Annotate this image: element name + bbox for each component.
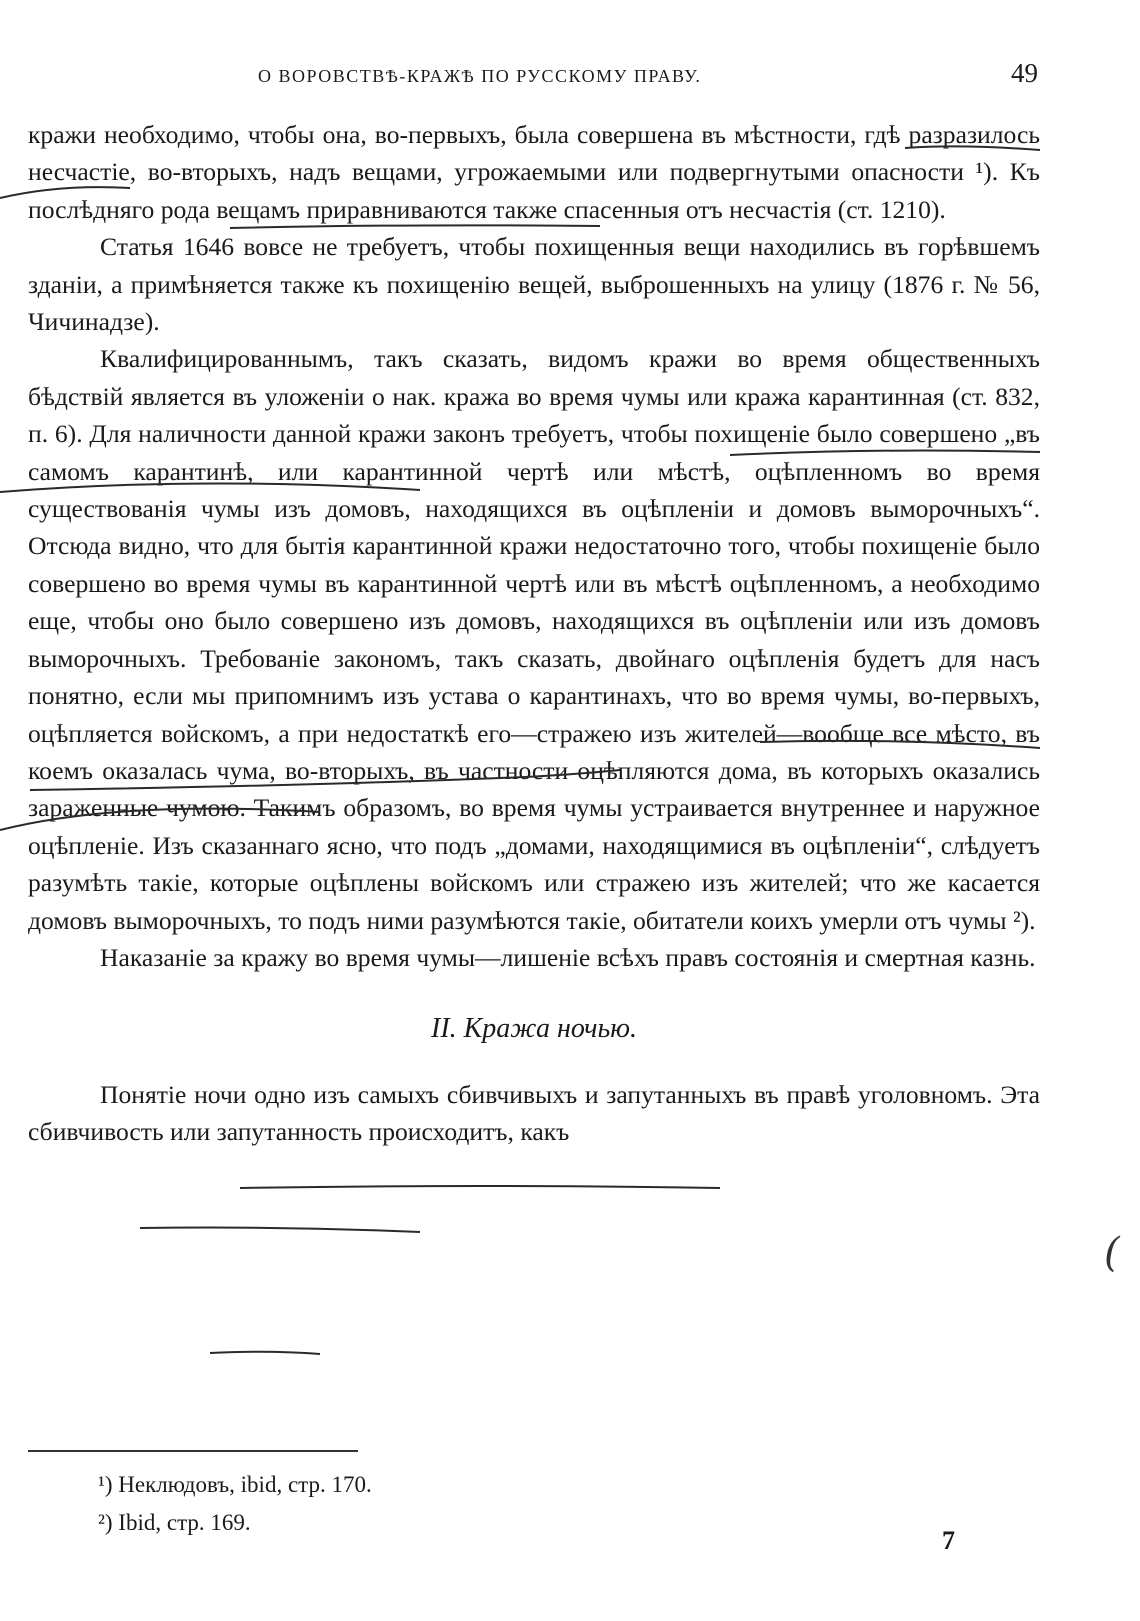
section-paragraph: Понятіе ночи одно изъ самыхъ сбивчивыхъ и запутанныхъ въ правѣ уголовномъ. Эта сбивчивость или запутанность происходитъ, какъ <box>28 1079 1040 1147</box>
pencil-stroke <box>210 1352 320 1354</box>
page-number: 49 <box>1011 58 1038 88</box>
footnote-1: ¹) Неклюдовъ, ibid, стр. 170. <box>98 1472 372 1497</box>
body-text <box>28 116 1040 1151</box>
page-header <box>28 58 1038 89</box>
section-title: II. Кража ночью. <box>431 1013 637 1045</box>
paragraph-3: Квалифицированнымъ, такъ сказать, видомъ кражи во время общественныхъ бѣдствій является въ уложеніи о нак. кража во время чумы или кража карантинная (ст. 832, п. 6). Для наличности данной кражи законъ требуетъ, чтобы похищеніе было совершено „въ самомъ карантинѣ, или карантинной чертѣ или мѣстѣ, оцѣпленномъ во время существованія чумы изъ домовъ, находящихся въ оцѣпленіи и домовъ выморочныхъ“. Отсюда видно, что для бытія карантинной кражи недостаточно того, чтобы похищеніе было совершено во время чумы въ карантинной чертѣ или въ мѣстѣ оцѣпленномъ, а необходимо еще, чтобы оно было совершено изъ домовъ, находящихся въ оцѣпленіи или изъ домовъ выморочныхъ. Требованіе закономъ, такъ сказать, двойнаго оцѣпленія будетъ для насъ понятно, если мы припомнимъ изъ устава о карантинахъ, что во время чумы, во-первыхъ, оцѣпляется войскомъ, а при недостаткѣ его—стражею изъ жителей—вообще все мѣсто, въ коемъ оказалась чума, во-вторыхъ, въ частности оцѣпляются дома, въ которыхъ оказались зараженные чумою. Такимъ образомъ, во время чумы устраивается внутреннее и наружное оцѣпленіе. Изъ сказаннаго ясно, что подъ „домами, находящимися въ оцѣпленіи“, слѣдуетъ разумѣть такіе, которые оцѣплены войскомъ или стражею изъ жителей; что же касается домовъ выморочныхъ, то подъ ними разумѣются такіе, обитатели коихъ умерли отъ чумы ²). <box>28 344 1040 935</box>
paragraph-4: Наказаніе за кражу во время чумы—лишеніе всѣхъ правъ состоянія и смертная казнь. <box>100 942 1036 972</box>
footnote-rule <box>28 1450 358 1452</box>
pencil-stroke <box>140 1228 420 1233</box>
footnote-2: ²) Ibid, стр. 169. <box>98 1510 251 1535</box>
signature-mark: 7 <box>942 1526 955 1555</box>
paragraph-2: Статья 1646 вовсе не требуетъ, чтобы похищенныя вещи находились въ горѣвшемъ зданіи, а примѣняется также къ похищенію вещей, выброшенныхъ на улицу (1876 г. № 56, Чичинадзе). <box>28 232 1040 337</box>
pencil-stroke <box>240 1186 720 1188</box>
running-title: О ВОРОВСТВѢ-КРАЖѢ ПО РУССКОМУ ПРАВУ. <box>258 66 702 86</box>
paragraph-1: кражи необходимо, чтобы она, во-первыхъ, была совершена въ мѣстности, гдѣ разразилось несчастіе, во-вторыхъ, надъ вещами, угрожаемыми или подвергнутыми опасности ¹). Къ послѣдняго рода вещамъ приравниваются также спасенныя отъ несчастія (ст. 1210). <box>28 120 1040 224</box>
margin-pencil-mark: ( <box>1104 1230 1120 1276</box>
footnotes <box>98 1466 698 1542</box>
